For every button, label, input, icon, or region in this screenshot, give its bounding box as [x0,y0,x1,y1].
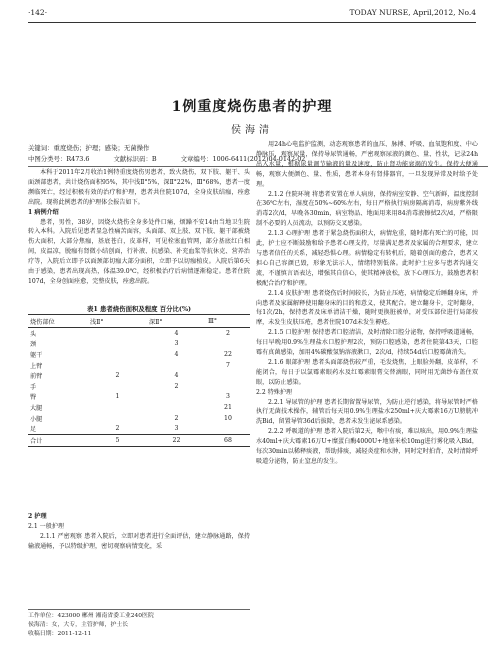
footnote [28,609,250,639]
table-cell [206,423,250,434]
table-row [28,370,250,381]
table-cell: 手 [30,383,37,391]
table-header-row [28,315,250,328]
table-cell [88,360,147,371]
burn-area-table [28,314,250,447]
left-paragraph-1: 1 病例介绍 [28,208,59,216]
table-row [28,402,250,413]
footnote-author-bio: 侯海清：女，大专，主管护师，护士长 [28,622,129,628]
table-cell [206,339,250,350]
table-cell [147,402,206,413]
left-after-paragraph-2: 2.1.1 严密观察 患者入院后，立即对患者进行全面评估，建立静脉通路，保持输液通畅，予以特级护理，密切观察病情变化，采 [28,532,250,550]
table-cell: 2 [174,414,179,422]
table-cell: 3 [174,425,179,433]
table-cell: 2 [174,382,179,390]
page-number: ·142· [28,8,48,17]
table-cell [88,349,147,360]
table-total-cell: 5 [88,434,147,446]
right-column [256,140,478,467]
running-header [28,6,476,23]
table-row [28,423,250,434]
table-total-row [28,434,250,446]
table-cell [88,328,147,339]
table-cell: 10 [224,414,232,422]
left-paragraph-0: 本科于2011年2月收治1例特重度烧伤男患者，致火烧伤，双下肢、躯干、头面颈部患者，共计烧伤面积95%，其中浅Ⅱ°5%，深Ⅱ°22%，Ⅲ°68%，患者一度濒临死亡，经过积极有效的治疗和护理，患者共住院107d，全身皮肤结痂，痊愈出院。现将此例患者的护理体会报告如下。 [28,169,250,206]
table-cell [206,381,250,392]
right-paragraph-8: 2.2.2 呼吸道的护理 患者入院后第2天，喉中有痰，难以咳出，用0.9%生理盐水40ml+庆大霉素16万U+糜蛋白酶4000U+地塞米松10mg进行雾化吸入Bid，每次30min以稀释痰液，帮助排痰，减轻炎症和水肿，同时定时拍背，及时清除呼吸道分泌物，防止窒息的发生。 [256,428,478,465]
table-cell [88,339,147,350]
table-cell: 颈 [30,341,37,349]
left-paragraph-2: 患者，男性，38岁，因烧火烧伤全身多处件口痛，烦躁不安14由当地卫生院转入本科。入院后见患者显急性痛苦面容，头面部、双上肢、双下肢、躯干部被烧伤大面积，大部分焦痂，基底苍白，皮革样，可见栓塞血管网，部分基底红白相间，皮温凉，脱痂有肾微小结创面，行补液、抗感染、补充血浆等抗休克、营养治疗等，入院后立即予以面颈部切痂大部分面积，立即予以切痂植皮。入院后第6天由于感染，患者出现高热，体温39.0℃，经积极治疗后病情逐渐稳定。患者住院107d，全身创面痊愈，完整皮肤，痊愈出院。 [28,218,250,285]
table-cell: 3 [226,393,230,401]
right-paragraph-6: 2.2 特殊护理 [256,388,293,396]
left-after-paragraph-0: 2 护理 [28,513,47,520]
keywords: 关键词：重度烧伤；护理；感染；无菌操作 [28,144,150,152]
col-header-third: Ⅲ° [206,315,250,328]
left-column-bottom [28,512,250,552]
table-cell: 1 [115,393,120,401]
table-row [28,392,250,403]
table-cell: 2 [115,372,120,380]
table-total-cell: 22 [147,434,206,446]
col-header-site: 烧伤部位 [28,315,88,328]
footnote-received-date: 收稿日期：2011-12-11 [28,631,92,637]
table-cell: 躯干 [30,351,43,359]
right-paragraph-5: 2.1.6 眼部护理 患者头面部烧伤较严重，毛发烧焦，上眼脸外翻，皮革样，不能闭合，每日于以氯霉素眼药水及红霉素眼膏交替滴眼，同时用无菌纱布盖住双眼，以防止感染。 [256,358,478,386]
table-cell: 2 [115,425,120,433]
table-cell: 大腿 [30,404,43,412]
clc-number: 中图分类号：R473.6 [28,155,90,163]
table-cell: 2 [226,329,230,337]
article-author: 侯海清 [231,125,273,136]
footnote-affiliation: 工作单位：423000 郴州 湘南省委工业240医院 [28,613,154,619]
right-paragraph-4: 2.1.5 口腔护理 保持患者口腔清洁，及时清除口腔分泌物，保持呼吸道通畅，每日早晚用0.9%生理盐水口腔护理2次，预防口腔感染，患者住院第43天，口腔霉有真菌感染，加用4%碳酸氢钠溶液漱口，2次/d，持续54d后口腔霉菌消失。 [256,329,478,357]
right-paragraph-7: 2.2.1 导尿管的护理 患者长期留置导尿管，为防止逆行感染，将导尿管时严格执行无菌技术操作，辅管后每天用0.9%生理盐水250ml+庆大霉素16万U膀胱冲洗Bid，留置导管36d后拔除，患者未发生泌尿系感染。 [256,398,478,426]
journal-name: TODAY NURSE, April,2012, No.4 [349,8,476,17]
table-row [28,360,250,371]
table-cell: 臀 [30,394,37,402]
table-cell: 7 [226,361,230,369]
table-row [28,339,250,350]
table-cell [88,413,147,424]
table-cell [147,392,206,403]
table-row [28,413,250,424]
table-cell [206,370,250,381]
table-caption: 表1 患者烧伤面积及程度 百分比(%) [86,305,192,313]
table-row [28,349,250,360]
article-title: 1例重度烧伤患者的护理 [171,99,333,115]
table-cell [88,381,147,392]
table-cell: 4 [174,329,179,337]
table-cell: 前臂 [30,373,43,381]
table-row [28,328,250,339]
left-column-top [28,168,250,287]
table-cell: 21 [224,403,232,411]
article-number: 文章编号：1006-6411(2012)04-0142-02 [180,155,306,163]
col-header-deep: 深Ⅱ° [147,315,206,328]
table-cell: 足 [30,426,37,434]
doc-code: 文献标识码：B [113,155,157,163]
table-cell: 3 [174,340,179,348]
col-header-superficial: 浅Ⅱ° [88,315,147,328]
table-cell: 头 [30,330,37,338]
right-paragraph-0: 用24h心电监护监测，动态观察患者的血压、脉搏、呼吸、血氧饱和度、中心静脉压，观察尿量，保持导尿管通畅，严密观察尿液的颜色、量、性状，记录24h出入水量，根据尿量调节输液的量及速度，防止肾功能衰竭的发生。保持大便通畅，观察大便颜色、量、性质，患者本身有肾排器官，一旦发现异常及时给予处理。 [256,141,478,188]
table-cell [88,402,147,413]
right-paragraph-2: 2.1.3 心理护理 患者于紧急烧伤面积大，病情危重，随时都有死亡的可能，因此，护士应不断鼓励和给予患者心理支持，尽量满足患者及家属的合理要求，建立与患者信任的关系，减轻恐惧心理。病情稳定有转机后，随着创面的愈合，患者又担心自己容颜已毁，形象无法示人，情绪特别低落。此时护士应多与患者沟通交流，不谨慎言语表达，增强其自信心，使其精神放松，放下心理压力，鼓励患者积极配合治疗和护理。 [256,230,478,287]
table-total-cell: 68 [206,434,250,446]
right-paragraph-3: 2.1.4 皮肤护理 患者烧伤后时间较长，为防止压疮，病情稳定后睡翻身床，并向患者及家属解释使用翻身床的目的和意义，使其配合。建立翻身卡，定时翻身，每1次/2h，保持患者及床单清洁干燥，随时更换脏被单，对受压部位进行局部按摩，未发生皮肤压疮，患者住院107d未发生褥疮。 [256,289,478,327]
table-row [28,381,250,392]
table-cell [147,360,206,371]
right-paragraph-1: 2.1.2 住院环境 将患者安置在单人病房，保持病室安静、空气新鲜，温度控制在36℃左右，湿度在50%~60%左右，每日严格执行病房隔离消毒，病房紫外线消毒2次/d，早晚各30min，病室物品、地面用来用84消毒液擦拭2次/d，严格限制不必要的人员流动，以预防交叉感染。 [256,190,478,228]
table-cell: 上臂 [30,362,43,370]
table-cell: 4 [174,372,179,380]
table-cell: 小腿 [30,415,43,423]
left-after-paragraph-1: 2.1 一般护理 [28,522,65,530]
table-cell: 22 [224,350,232,358]
table-cell: 4 [174,350,179,358]
table-total-cell: 合计 [28,434,88,446]
